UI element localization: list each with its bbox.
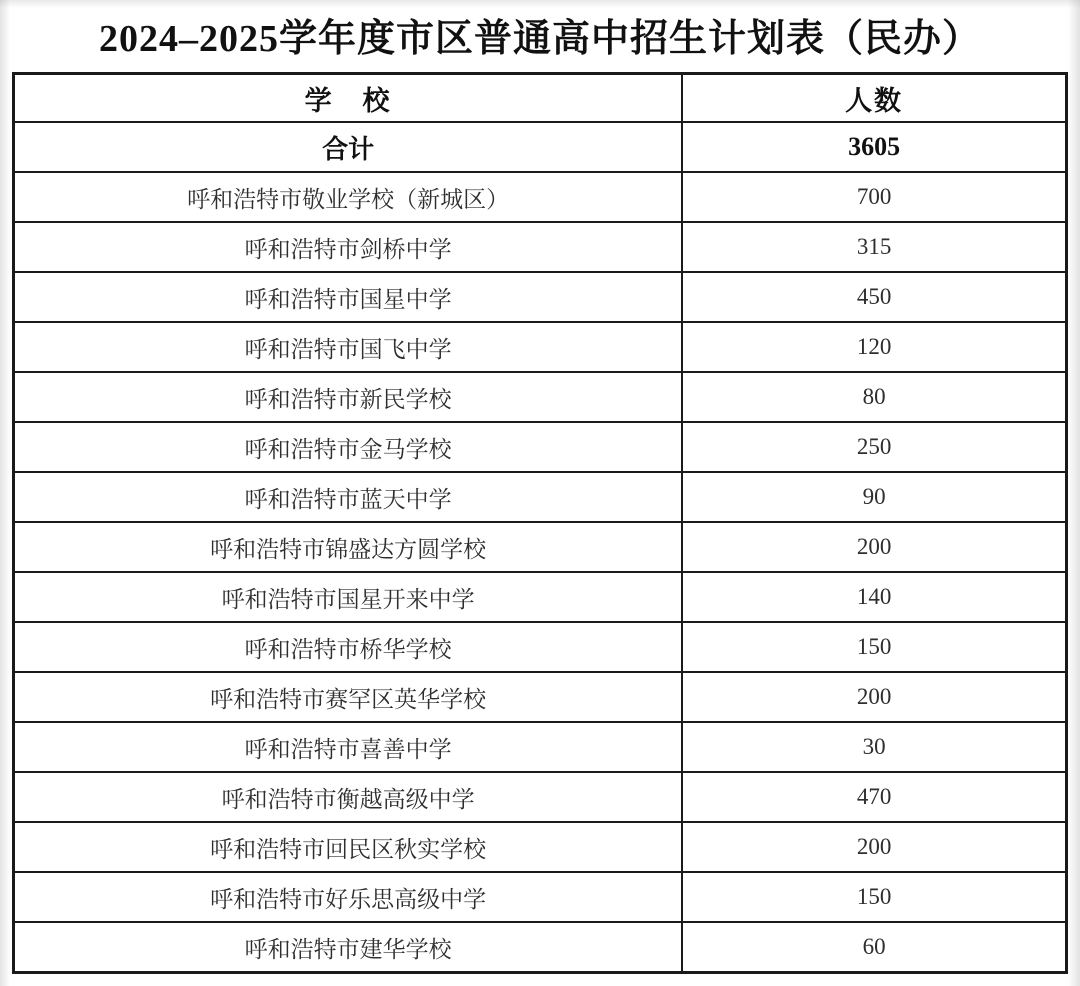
school-name-cell: 呼和浩特市新民学校	[14, 372, 683, 422]
table-row	[14, 322, 1067, 372]
total-count-cell: 3605	[682, 122, 1066, 172]
school-name-cell: 呼和浩特市国星开来中学	[14, 572, 683, 622]
table-row	[14, 572, 1067, 622]
school-name-cell: 呼和浩特市金马学校	[14, 422, 683, 472]
student-count-cell: 470	[682, 772, 1066, 822]
school-name-cell: 呼和浩特市建华学校	[14, 922, 683, 973]
header-row	[14, 74, 1067, 123]
school-name-cell: 呼和浩特市蓝天中学	[14, 472, 683, 522]
scan-edge-right	[1068, 0, 1080, 986]
student-count-cell: 150	[682, 872, 1066, 922]
table-row	[14, 472, 1067, 522]
student-count-cell: 150	[682, 622, 1066, 672]
student-count-cell: 200	[682, 672, 1066, 722]
student-count-cell: 30	[682, 722, 1066, 772]
count-column-header: 人数	[682, 74, 1066, 123]
table-row	[14, 772, 1067, 822]
student-count-cell: 120	[682, 322, 1066, 372]
student-count-cell: 450	[682, 272, 1066, 322]
student-count-cell: 60	[682, 922, 1066, 973]
table-row	[14, 722, 1067, 772]
table-row	[14, 622, 1067, 672]
total-row	[14, 122, 1067, 172]
total-label-cell: 合计	[14, 122, 683, 172]
table-row	[14, 522, 1067, 572]
school-name-cell: 呼和浩特市国星中学	[14, 272, 683, 322]
table-row	[14, 172, 1067, 222]
enrollment-plan-table	[12, 72, 1068, 974]
school-name-cell: 呼和浩特市衡越高级中学	[14, 772, 683, 822]
school-name-cell: 呼和浩特市剑桥中学	[14, 222, 683, 272]
table-row	[14, 222, 1067, 272]
table-row	[14, 372, 1067, 422]
table-row	[14, 922, 1067, 973]
scan-edge-left	[0, 0, 10, 986]
school-name-cell: 呼和浩特市锦盛达方圆学校	[14, 522, 683, 572]
school-name-cell: 呼和浩特市桥华学校	[14, 622, 683, 672]
table-row	[14, 872, 1067, 922]
student-count-cell: 315	[682, 222, 1066, 272]
student-count-cell: 200	[682, 822, 1066, 872]
school-name-cell: 呼和浩特市好乐思高级中学	[14, 872, 683, 922]
student-count-cell: 200	[682, 522, 1066, 572]
table-row	[14, 822, 1067, 872]
school-name-cell: 呼和浩特市国飞中学	[14, 322, 683, 372]
school-column-header: 学 校	[14, 74, 683, 123]
table-row	[14, 272, 1067, 322]
table-row	[14, 422, 1067, 472]
school-name-cell: 呼和浩特市喜善中学	[14, 722, 683, 772]
school-name-cell: 呼和浩特市敬业学校（新城区）	[14, 172, 683, 222]
student-count-cell: 250	[682, 422, 1066, 472]
school-name-cell: 呼和浩特市赛罕区英华学校	[14, 672, 683, 722]
student-count-cell: 90	[682, 472, 1066, 522]
student-count-cell: 700	[682, 172, 1066, 222]
school-name-cell: 呼和浩特市回民区秋实学校	[14, 822, 683, 872]
student-count-cell: 140	[682, 572, 1066, 622]
page-title: 2024–2025学年度市区普通高中招生计划表（民办）	[98, 18, 981, 60]
student-count-cell: 80	[682, 372, 1066, 422]
table-row	[14, 672, 1067, 722]
